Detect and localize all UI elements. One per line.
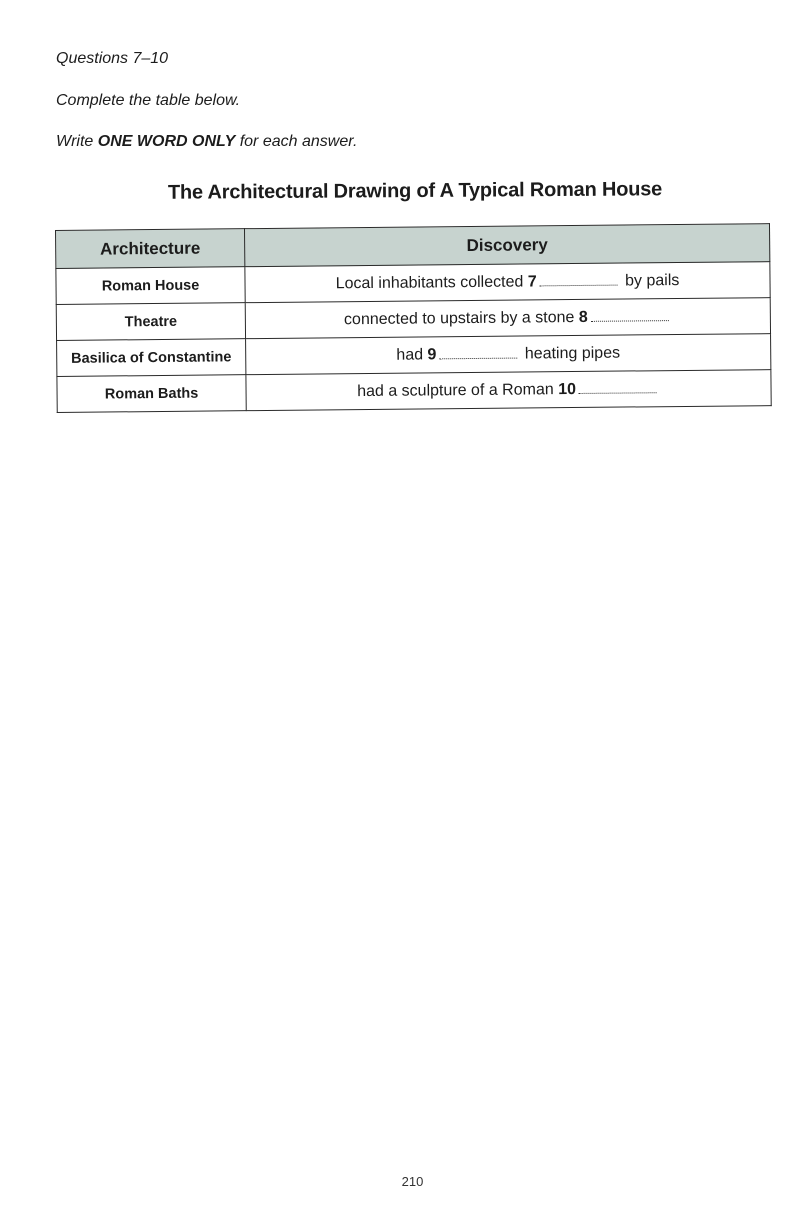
discovery-text-before: connected to upstairs by a stone [343,308,579,328]
answer-blank[interactable] [540,272,618,286]
questions-range-label: Questions 7–10 [56,50,169,67]
architecture-cell: Basilica of Constantine [57,339,246,377]
discovery-cell [245,298,770,339]
word-limit-suffix: for each answer. [235,133,358,150]
word-limit-emphasis: ONE WORD ONLY [97,133,236,150]
discovery-text-before: Local inhabitants collected [335,272,528,292]
answer-blank[interactable] [591,308,669,322]
discovery-text-before: had a sculpture of a Roman [357,380,559,400]
answer-blank[interactable] [439,345,517,359]
discovery-text-after: by pails [620,271,680,290]
question-number: 10 [558,380,577,398]
architecture-cell: Theatre [56,303,245,341]
answer-blank[interactable] [579,380,657,394]
discovery-text-after: heating pipes [520,344,621,363]
question-number: 8 [578,308,588,326]
question-number: 7 [527,272,537,290]
header-discovery: Discovery [244,224,769,267]
answer-table [55,223,772,413]
architecture-cell: Roman Baths [57,375,246,413]
table-row [57,370,771,413]
discovery-cell [246,370,771,411]
page-number: 210 [401,1174,424,1189]
question-number: 9 [427,345,437,363]
word-limit-prefix: Write [56,133,98,150]
header-architecture: Architecture [56,229,245,269]
discovery-cell [246,334,771,375]
discovery-cell [245,262,770,303]
table-title: The Architectural Drawing of A Typical Roman House [167,178,663,204]
word-limit-instruction [56,133,357,151]
architecture-cell: Roman House [56,267,245,305]
discovery-text-before: had [396,345,428,364]
complete-instruction: Complete the table below. [56,92,241,109]
answer-table-container [55,223,772,413]
